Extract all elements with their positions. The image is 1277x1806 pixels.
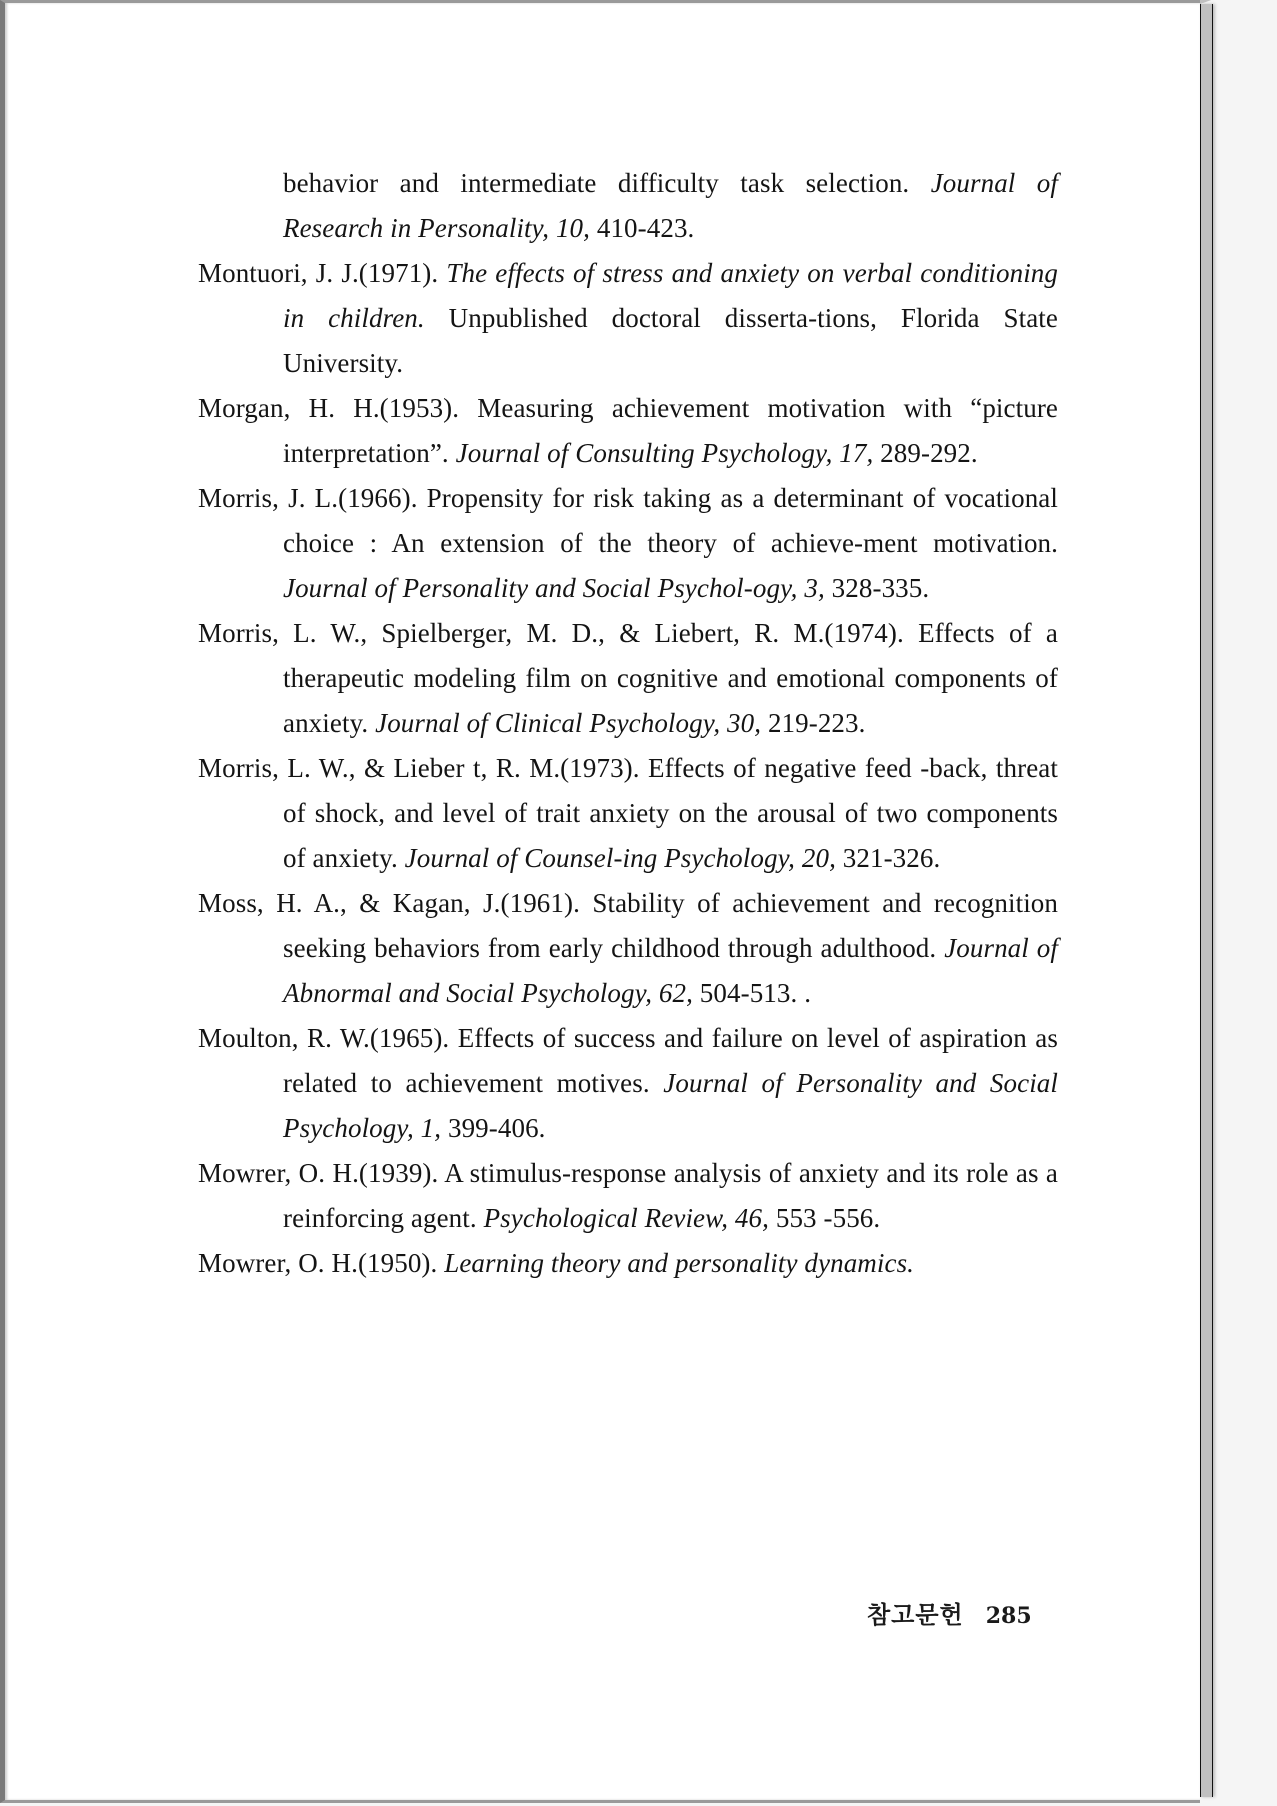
ref-pages: 410-423. xyxy=(590,213,695,243)
reference-entry xyxy=(198,476,1058,611)
ref-author: Mowrer, O. H.(1950). xyxy=(198,1248,445,1278)
reference-list xyxy=(198,161,1058,1286)
reference-entry xyxy=(198,1241,1058,1286)
ref-pages: 399-406. xyxy=(441,1113,546,1143)
ref-journal: Psychological Review, 46, xyxy=(483,1203,769,1233)
ref-title: The effects of stress and anxiety on verbal conditioning in children. xyxy=(283,258,1058,333)
ref-pages: 328-335. xyxy=(824,573,930,603)
ref-pages: 504-513. . xyxy=(692,978,812,1008)
ref-pages: 321-326. xyxy=(835,843,941,873)
reference-entry xyxy=(198,611,1058,746)
ref-text: Morris, L. W., & Lieber t, R. M.(1973). Effects of negative feed -back, threat of shock, and level of trait anxiety on the arousal of two components of anxiety. xyxy=(198,753,1058,873)
reference-entry xyxy=(198,881,1058,1016)
reference-entry xyxy=(198,1151,1058,1241)
page-footer xyxy=(867,1595,1032,1630)
page-number: 285 xyxy=(985,1603,1032,1629)
ref-text: Moulton, R. W.(1965). Effects of success and failure on level of aspiration as related to achievement motives. xyxy=(198,1023,1058,1098)
ref-pages: 553 -556. xyxy=(769,1203,881,1233)
ref-journal: Journal of Personality and Social Psychol-ogy, 3, xyxy=(283,573,825,603)
ref-text: behavior and intermediate difficulty task selection. xyxy=(283,168,931,198)
page-stack-edge xyxy=(1200,4,1213,1797)
ref-text: Mowrer, O. H.(1939). A stimulus-response analysis of anxiety and its role as a reinforcing agent. xyxy=(198,1158,1058,1233)
ref-journal: Journal of Research in Personality, 10, xyxy=(283,168,1059,243)
ref-text: Moss, H. A., & Kagan, J.(1961). Stability of achievement and recognition seeking behaviors from early childhood through adulthood. xyxy=(198,888,1058,963)
reference-entry xyxy=(198,386,1058,476)
ref-author: Montuori, J. J.(1971). xyxy=(198,258,447,288)
ref-text: Morgan, H. H.(1953). Measuring achievement motivation with “picture interpretation”. xyxy=(198,393,1058,468)
ref-text: Morris, J. L.(1966). Propensity for risk taking as a determinant of vocational choice : An extension of the theory of achieve-ment motivation. xyxy=(198,483,1058,558)
reference-entry xyxy=(198,161,1058,251)
ref-source: Unpublished doctoral disserta-tions, Florida State University. xyxy=(283,303,1058,378)
ref-journal: Journal of Personality and Social Psychology, 1, xyxy=(283,1068,1058,1143)
ref-journal: Journal of Counsel-ing Psychology, 20, xyxy=(404,843,836,873)
running-footer-section-title: 참고문헌 xyxy=(867,1601,964,1629)
reference-entry xyxy=(198,251,1058,386)
ref-title: Learning theory and personality dynamics. xyxy=(444,1248,915,1278)
reference-entry xyxy=(198,1016,1058,1151)
reference-entry xyxy=(198,746,1058,881)
ref-pages: 219-223. xyxy=(761,708,866,738)
ref-text: Morris, L. W., Spielberger, M. D., & Liebert, R. M.(1974). Effects of a therapeutic modeling film on cognitive and emotional components of anxiety. xyxy=(198,618,1058,738)
ref-journal: Journal of Abnormal and Social Psychology, 62, xyxy=(283,933,1059,1008)
ref-journal: Journal of Consulting Psychology, 17, xyxy=(455,438,874,468)
ref-pages: 289-292. xyxy=(873,438,978,468)
ref-journal: Journal of Clinical Psychology, 30, xyxy=(375,708,762,738)
